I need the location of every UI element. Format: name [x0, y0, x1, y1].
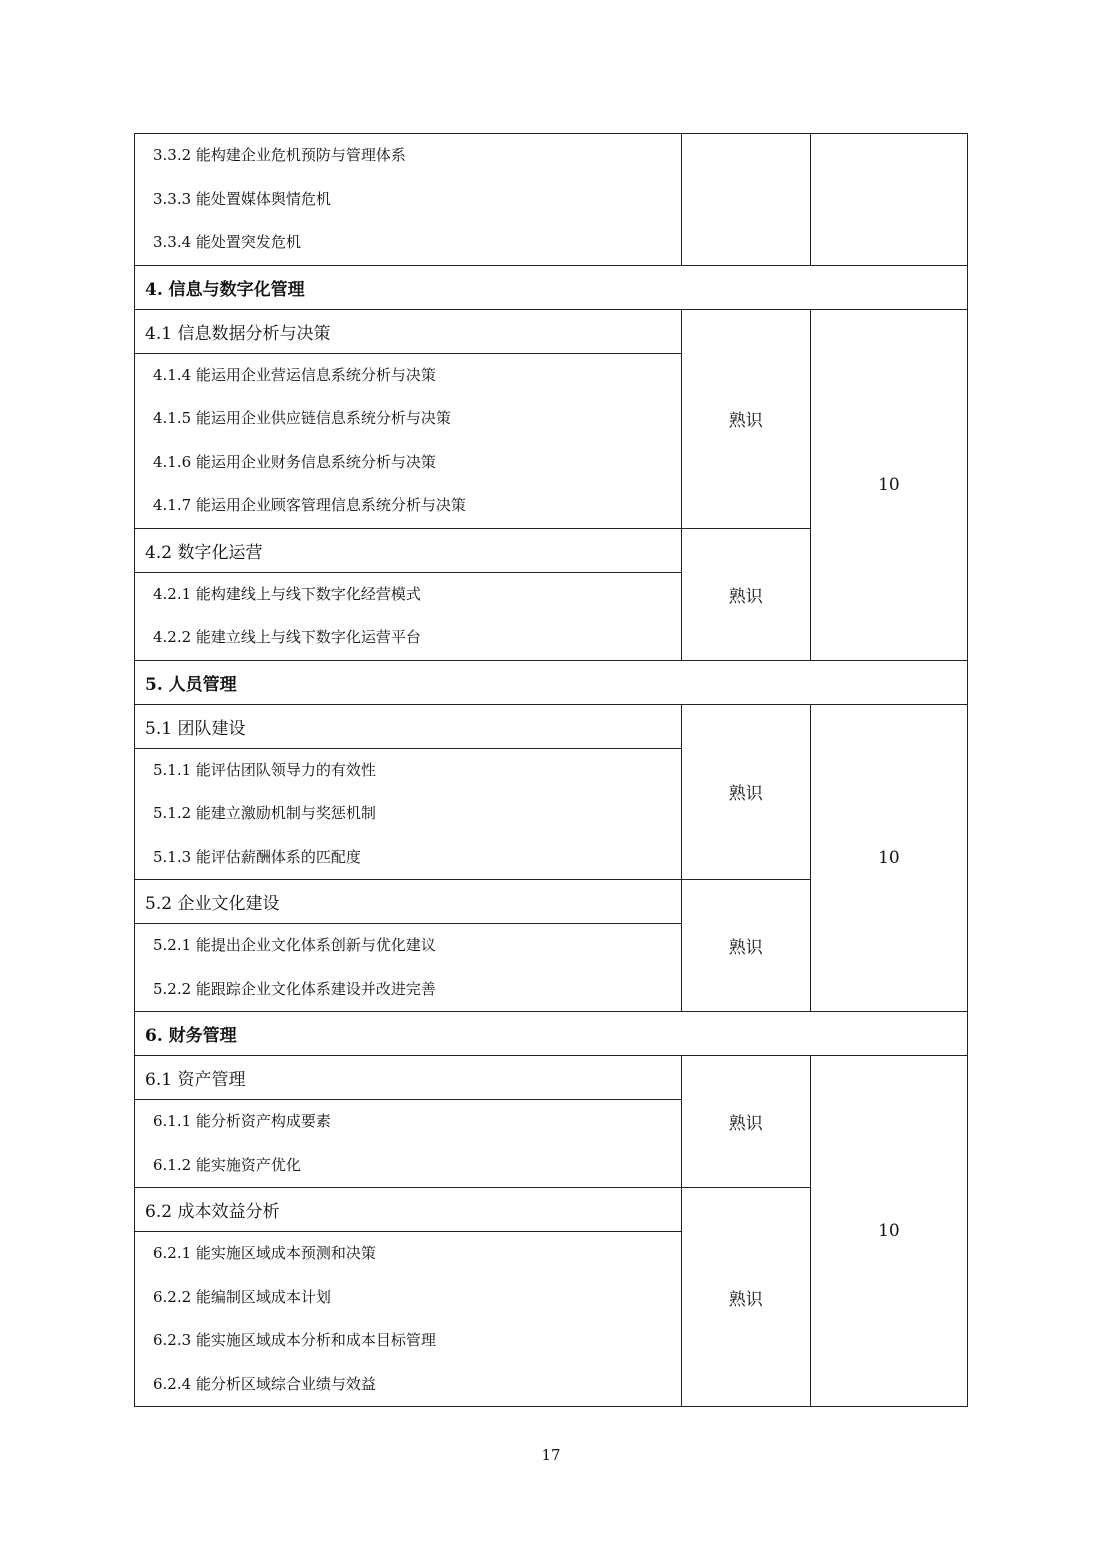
- level-cell: [681, 134, 810, 266]
- table-row: [135, 704, 968, 748]
- list-item: 3.3.4 能处置突发危机: [153, 233, 301, 251]
- list-item: 4.1.4 能运用企业营运信息系统分析与决策: [153, 365, 436, 384]
- list-item: 3.3.2 能构建企业危机预防与管理体系: [153, 146, 406, 164]
- level-cell: 熟识: [681, 309, 810, 528]
- item-list: [135, 1100, 682, 1188]
- item-list: [135, 572, 682, 660]
- subsection-title: 4.2 数字化运营: [135, 528, 682, 572]
- score-cell: [810, 134, 967, 266]
- subsection-title: 5.2 企业文化建设: [135, 880, 682, 924]
- list-item: 5.2.1 能提出企业文化体系创新与优化建议: [153, 936, 436, 954]
- item-list: [135, 1232, 682, 1407]
- list-item: 4.2.1 能构建线上与线下数字化经营模式: [153, 584, 421, 603]
- list-item: 3.3.3 能处置媒体舆情危机: [153, 189, 331, 208]
- section-title: 4. 信息与数字化管理: [135, 265, 968, 309]
- item-list: [135, 134, 682, 266]
- item-list: [135, 924, 682, 1012]
- table-row: [135, 265, 968, 309]
- list-item: 5.1.3 能评估薪酬体系的匹配度: [153, 847, 361, 866]
- list-item: 6.1.1 能分析资产构成要素: [153, 1112, 331, 1130]
- list-item: 5.1.2 能建立激励机制与奖惩机制: [153, 804, 376, 822]
- subsection-title: 5.1 团队建设: [135, 704, 682, 748]
- table-row: [135, 660, 968, 704]
- list-item: 4.2.2 能建立线上与线下数字化运营平台: [153, 628, 421, 646]
- section-title: 5. 人员管理: [135, 660, 968, 704]
- list-item: 6.2.4 能分析区域综合业绩与效益: [153, 1374, 376, 1393]
- level-cell: 熟识: [681, 1188, 810, 1407]
- level-cell: 熟识: [681, 704, 810, 880]
- table-row: [135, 134, 968, 266]
- level-cell: 熟识: [681, 1056, 810, 1188]
- competency-table: [134, 133, 968, 1407]
- score-cell: 10: [810, 309, 967, 660]
- list-item: 5.1.1 能评估团队领导力的有效性: [153, 760, 376, 779]
- subsection-title: 4.1 信息数据分析与决策: [135, 309, 682, 353]
- score-cell: 10: [810, 704, 967, 1012]
- page-number: 17: [541, 1446, 561, 1464]
- list-item: 5.2.2 能跟踪企业文化体系建设并改进完善: [153, 979, 436, 998]
- table-row: [135, 309, 968, 353]
- item-list: [135, 748, 682, 880]
- list-item: 6.2.1 能实施区域成本预测和决策: [153, 1244, 376, 1262]
- list-item: 4.1.5 能运用企业供应链信息系统分析与决策: [153, 409, 451, 427]
- list-item: 4.1.6 能运用企业财务信息系统分析与决策: [153, 452, 436, 471]
- list-item: 6.1.2 能实施资产优化: [153, 1155, 301, 1174]
- table-row: [135, 1056, 968, 1100]
- section-title: 6. 财务管理: [135, 1012, 968, 1056]
- list-item: 6.2.2 能编制区域成本计划: [153, 1287, 331, 1306]
- subsection-title: 6.2 成本效益分析: [135, 1188, 682, 1232]
- list-item: 4.1.7 能运用企业顾客管理信息系统分析与决策: [153, 496, 466, 514]
- level-cell: 熟识: [681, 880, 810, 1012]
- level-cell: 熟识: [681, 528, 810, 660]
- table-row: [135, 1012, 968, 1056]
- list-item: 6.2.3 能实施区域成本分析和成本目标管理: [153, 1331, 436, 1349]
- score-cell: 10: [810, 1056, 967, 1407]
- item-list: [135, 353, 682, 528]
- subsection-title: 6.1 资产管理: [135, 1056, 682, 1100]
